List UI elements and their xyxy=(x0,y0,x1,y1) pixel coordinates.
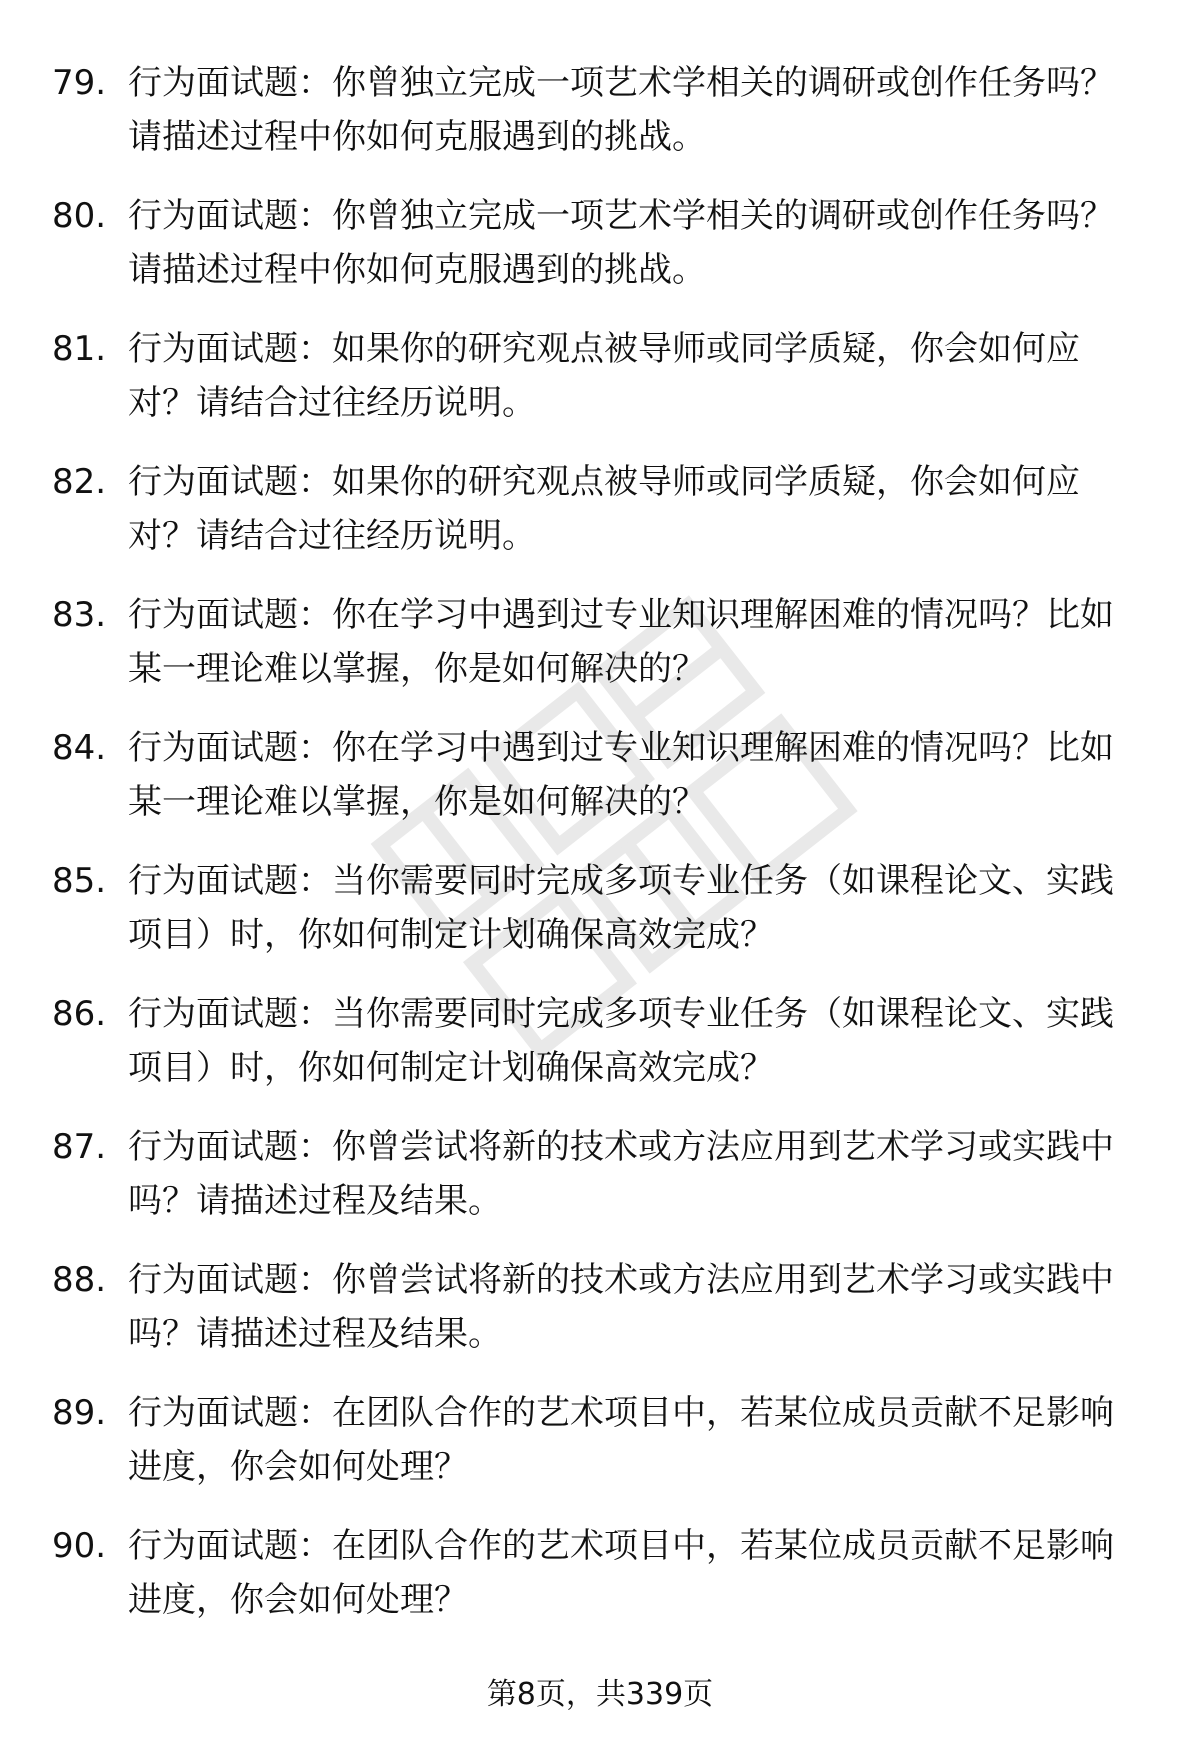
question-number: 82. xyxy=(52,462,107,502)
question-number: 89. xyxy=(52,1393,107,1433)
question-item xyxy=(0,588,1200,721)
question-number: 86. xyxy=(52,994,107,1034)
question-item xyxy=(0,1120,1200,1253)
question-number: 90. xyxy=(52,1526,107,1566)
question-item xyxy=(0,189,1200,322)
question-item xyxy=(0,721,1200,854)
question-number: 80. xyxy=(52,196,107,236)
question-item xyxy=(0,1253,1200,1386)
question-list xyxy=(0,56,1200,1652)
question-text: 行为面试题：你在学习中遇到过专业知识理解困难的情况吗？比如某一理论难以掌握，你是如何解决的？ xyxy=(128,595,1114,689)
question-item xyxy=(0,1519,1200,1652)
question-text: 行为面试题：当你需要同时完成多项专业任务（如课程论文、实践项目）时，你如何制定计划确保高效完成？ xyxy=(128,994,1114,1088)
question-text: 行为面试题：在团队合作的艺术项目中，若某位成员贡献不足影响进度，你会如何处理？ xyxy=(128,1526,1114,1620)
question-text: 行为面试题：如果你的研究观点被导师或同学质疑，你会如何应对？请结合过往经历说明。 xyxy=(128,462,1080,556)
question-item xyxy=(0,854,1200,987)
question-item xyxy=(0,987,1200,1120)
question-item xyxy=(0,455,1200,588)
question-text: 行为面试题：如果你的研究观点被导师或同学质疑，你会如何应对？请结合过往经历说明。 xyxy=(128,329,1080,423)
question-number: 83. xyxy=(52,595,107,635)
question-text: 行为面试题：当你需要同时完成多项专业任务（如课程论文、实践项目）时，你如何制定计划确保高效完成？ xyxy=(128,861,1114,955)
question-text: 行为面试题：你曾独立完成一项艺术学相关的调研或创作任务吗？请描述过程中你如何克服遇到的挑战。 xyxy=(128,196,1114,290)
question-number: 84. xyxy=(52,728,107,768)
question-text: 行为面试题：你在学习中遇到过专业知识理解困难的情况吗？比如某一理论难以掌握，你是如何解决的？ xyxy=(128,728,1114,822)
question-item xyxy=(0,322,1200,455)
question-number: 88. xyxy=(52,1260,107,1300)
question-text: 行为面试题：在团队合作的艺术项目中，若某位成员贡献不足影响进度，你会如何处理？ xyxy=(128,1393,1114,1487)
page-footer: 第8页，共339页 xyxy=(486,1677,714,1712)
question-text: 行为面试题：你曾独立完成一项艺术学相关的调研或创作任务吗？请描述过程中你如何克服遇到的挑战。 xyxy=(128,63,1114,157)
question-text: 行为面试题：你曾尝试将新的技术或方法应用到艺术学习或实践中吗？请描述过程及结果。 xyxy=(128,1127,1114,1221)
question-item xyxy=(0,56,1200,189)
question-number: 81. xyxy=(52,329,107,369)
question-number: 87. xyxy=(52,1127,107,1167)
question-number: 85. xyxy=(52,861,107,901)
question-item xyxy=(0,1386,1200,1519)
question-text: 行为面试题：你曾尝试将新的技术或方法应用到艺术学习或实践中吗？请描述过程及结果。 xyxy=(128,1260,1114,1354)
question-number: 79. xyxy=(52,63,107,103)
